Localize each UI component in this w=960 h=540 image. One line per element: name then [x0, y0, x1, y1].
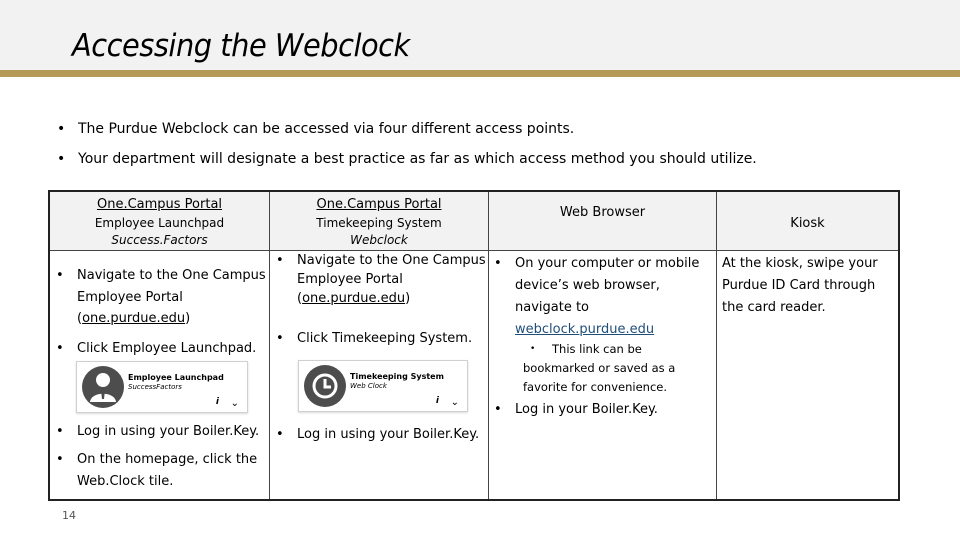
col1-step-3-text: Log in using your Boiler.Key.	[77, 424, 260, 439]
bullet-icon: •	[56, 424, 64, 439]
col3-step-1-line-c: navigate to	[515, 300, 590, 315]
col1-step-1-line-c	[77, 308, 190, 330]
col2-step-3-text: Log in using your Boiler.Key.	[297, 427, 480, 442]
bullet-icon: •	[276, 331, 284, 346]
intro-text-1: The Purdue Webclock can be accessed via four different access points.	[78, 121, 575, 137]
paren-close: )	[405, 291, 411, 306]
column-divider	[488, 192, 489, 499]
col4-header-title: Kiosk	[790, 216, 825, 231]
col1-header-sub2: Success.Factors	[111, 233, 208, 247]
col2-header-sub: Timekeeping System	[316, 216, 442, 230]
one-purdue-link[interactable]: one.purdue.edu	[302, 291, 406, 306]
tile-subtitle: Web Clock	[350, 382, 387, 390]
bullet-icon: •	[56, 341, 64, 356]
col3-step-1-line-b: device’s web browser,	[515, 278, 660, 293]
tile-subtitle: SuccessFactors	[128, 383, 182, 391]
gold-divider	[0, 70, 960, 77]
col2-step-1-line-b: Employee Portal	[297, 272, 403, 287]
col2-step-1-line-a: Navigate to the One Campus	[297, 253, 486, 268]
chevron-down-icon[interactable]: ⌄	[230, 398, 239, 409]
info-icon[interactable]: i	[215, 397, 219, 407]
col1-header	[50, 196, 269, 249]
col3-header-title: Web Browser	[559, 205, 646, 220]
clock-icon	[304, 365, 346, 407]
access-methods-table	[48, 190, 900, 501]
col4-line-2: Purdue ID Card through	[722, 278, 876, 293]
col1-step-4-line-a: On the homepage, click the	[77, 452, 258, 467]
col1-step-1-line-a: Navigate to the One Campus	[77, 268, 266, 283]
col3-step-2-text: Log in your Boiler.Key.	[515, 402, 658, 417]
tile-title: Timekeeping System	[350, 372, 444, 381]
bullet-icon: •	[494, 256, 502, 271]
one-purdue-link[interactable]: one.purdue.edu	[82, 311, 186, 326]
col3-sub-line-a: This link can be	[552, 342, 642, 356]
col1-header-sub: Employee Launchpad	[94, 216, 225, 230]
person-icon	[82, 366, 124, 408]
tile-title: Employee Launchpad	[128, 373, 224, 382]
timekeeping-system-tile[interactable]	[298, 360, 468, 412]
col4-line-1: At the kiosk, swipe your	[722, 256, 878, 271]
column-divider	[716, 192, 717, 499]
col3-step-1-line-a: On your computer or mobile	[515, 256, 700, 271]
chevron-down-icon[interactable]: ⌄	[450, 397, 459, 408]
col3-sub-line-b: bookmarked or saved as a	[523, 361, 676, 375]
col4-header	[717, 215, 898, 232]
col2-header-title: One.Campus Portal	[316, 197, 442, 212]
employee-launchpad-tile[interactable]	[76, 361, 248, 413]
bullet-icon: •	[56, 268, 64, 283]
col2-header	[270, 196, 488, 249]
paren-open: (	[297, 291, 303, 306]
col1-step-2-text: Click Employee Launchpad.	[77, 341, 257, 356]
bullet-icon: •	[276, 253, 284, 268]
col3-sub-line-c: favorite for convenience.	[523, 380, 667, 394]
col2-step-1-line-c	[297, 288, 410, 310]
col1-step-1-line-b: Employee Portal	[77, 289, 183, 305]
col1-header-title: One.Campus Portal	[96, 197, 223, 212]
bullet-icon: •	[56, 452, 64, 467]
col1-step-4-line-b: Web.Clock tile.	[77, 473, 174, 489]
paren-close: )	[185, 311, 191, 326]
col2-header-sub2: Webclock	[350, 233, 408, 247]
info-icon[interactable]: i	[435, 396, 439, 406]
bullet-icon: •	[494, 402, 502, 417]
intro-text-2: Your department will designate a best practice as far as which access method you should utilize.	[78, 151, 757, 167]
bullet-icon: •	[276, 427, 284, 442]
page-number: 14	[62, 509, 76, 522]
bullet-icon: •	[530, 344, 536, 354]
webclock-link[interactable]: webclock.purdue.edu	[515, 322, 655, 337]
page-title: Accessing the Webclock	[72, 28, 410, 64]
col4-line-3: the card reader.	[722, 300, 826, 315]
bullet-icon: •	[57, 121, 66, 137]
bullet-icon: •	[57, 151, 66, 167]
paren-open: (	[77, 311, 83, 326]
col2-step-2-text: Click Timekeeping System.	[297, 331, 473, 346]
col3-header	[489, 204, 716, 221]
